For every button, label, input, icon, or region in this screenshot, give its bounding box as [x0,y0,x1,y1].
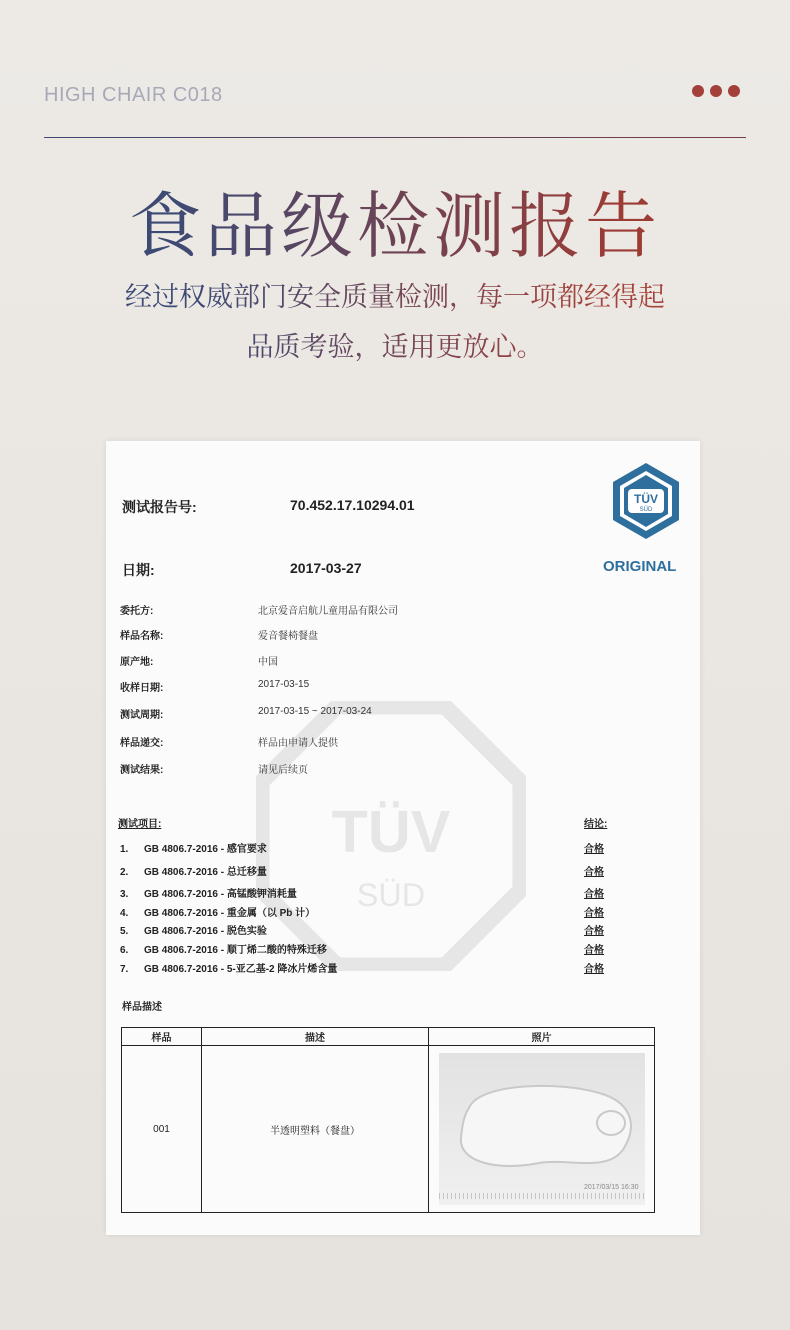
test-item [120,941,600,956]
field-test-period-label: 测试周期: [120,710,164,721]
subtitle-line-1: 经过权威部门安全质量检测，每一项都经得起 [0,275,790,314]
field-sample-submission-value: 样品由申请人提供 [258,738,338,749]
photo-col-header: 照片 [429,1028,655,1046]
table-row [122,1046,655,1213]
field-sample-name-label: 样品名称: [120,631,164,642]
test-name: GB 4806.7-2016 - 感官要求 [144,844,267,855]
test-result: 合格 [584,964,604,975]
field-test-period-value: 2017-03-15 ~ 2017-03-24 [258,706,372,717]
tray-photo [439,1053,645,1205]
test-report-document [106,441,700,1235]
page-title: 食品级检测报告 [0,168,790,272]
measurement-ruler [439,1193,645,1199]
test-item [120,840,600,855]
test-name: GB 4806.7-2016 - 5-亚乙基-2 降冰片烯含量 [144,964,338,975]
test-result: 合格 [584,844,604,855]
test-no: 1. [120,844,129,855]
test-no: 2. [120,867,129,878]
sample-table [121,1027,655,1213]
test-no: 5. [120,926,129,937]
svg-text:SÜD: SÜD [356,877,426,914]
header-divider [44,137,746,138]
logo-top-text: TÜV [634,492,658,506]
test-item [120,904,600,919]
tray-shape-icon [439,1053,645,1193]
report-number-value: 70.452.17.10294.01 [290,497,415,513]
test-result: 合格 [584,945,604,956]
field-client-value: 北京爱音启航儿童用品有限公司 [258,606,398,617]
field-received-date-label: 收样日期: [120,683,164,694]
dot-3 [728,85,740,97]
field-test-result-label: 测试结果: [120,765,164,776]
field-received-date-value: 2017-03-15 [258,679,310,690]
test-no: 4. [120,908,129,919]
field-sample-name-value: 爱音餐椅餐盘 [258,631,318,642]
test-no: 7. [120,964,129,975]
field-client-label: 委托方: [120,606,154,617]
sample-col-header: 样品 [122,1028,202,1046]
test-item [120,863,600,878]
tests-heading: 测试项目: [118,819,162,830]
conclusion-heading: 结论: [584,819,608,830]
test-name: GB 4806.7-2016 - 重金属（以 Pb 计） [144,908,316,919]
dot-2 [710,85,722,97]
sample-description-heading: 样品描述 [122,1002,162,1013]
field-origin-value: 中国 [258,657,278,668]
date-value: 2017-03-27 [290,560,362,576]
sample-photo-cell [429,1046,655,1213]
test-item [120,960,600,975]
test-no: 3. [120,889,129,900]
logo-bottom-text: SÜD [639,507,653,513]
test-result: 合格 [584,908,604,919]
field-origin-label: 原产地: [120,657,154,668]
test-name: GB 4806.7-2016 - 高锰酸钾消耗量 [144,889,297,900]
sample-id-cell: 001 [122,1046,202,1213]
test-result: 合格 [584,926,604,937]
dot-1 [692,85,704,97]
original-stamp: ORIGINAL [603,558,677,575]
test-item [120,922,600,937]
test-name: GB 4806.7-2016 - 脱色实验 [144,926,267,937]
test-name: GB 4806.7-2016 - 总迁移量 [144,867,267,878]
field-test-result-value: 请见后续页 [258,765,308,776]
tuv-sud-logo-icon [606,461,686,541]
test-result: 合格 [584,889,604,900]
report-number-label: 测试报告号: [122,499,197,515]
description-col-header: 描述 [202,1028,429,1046]
test-no: 6. [120,945,129,956]
sample-description-cell: 半透明塑料（餐盘） [202,1046,429,1213]
test-name: GB 4806.7-2016 - 顺丁烯二酸的特殊迁移 [144,945,327,956]
field-sample-submission-label: 样品递交: [120,738,164,749]
test-result: 合格 [584,867,604,878]
subtitle-line-2: 品质考验，适用更放心。 [0,325,790,364]
photo-timestamp: 2017/03/15 16:30 [584,1184,639,1191]
test-item [120,885,600,900]
more-dots-icon[interactable] [692,85,740,97]
brand-label: HIGH CHAIR C018 [44,84,223,106]
svg-text:TÜV: TÜV [331,798,451,866]
date-label: 日期: [122,562,155,578]
